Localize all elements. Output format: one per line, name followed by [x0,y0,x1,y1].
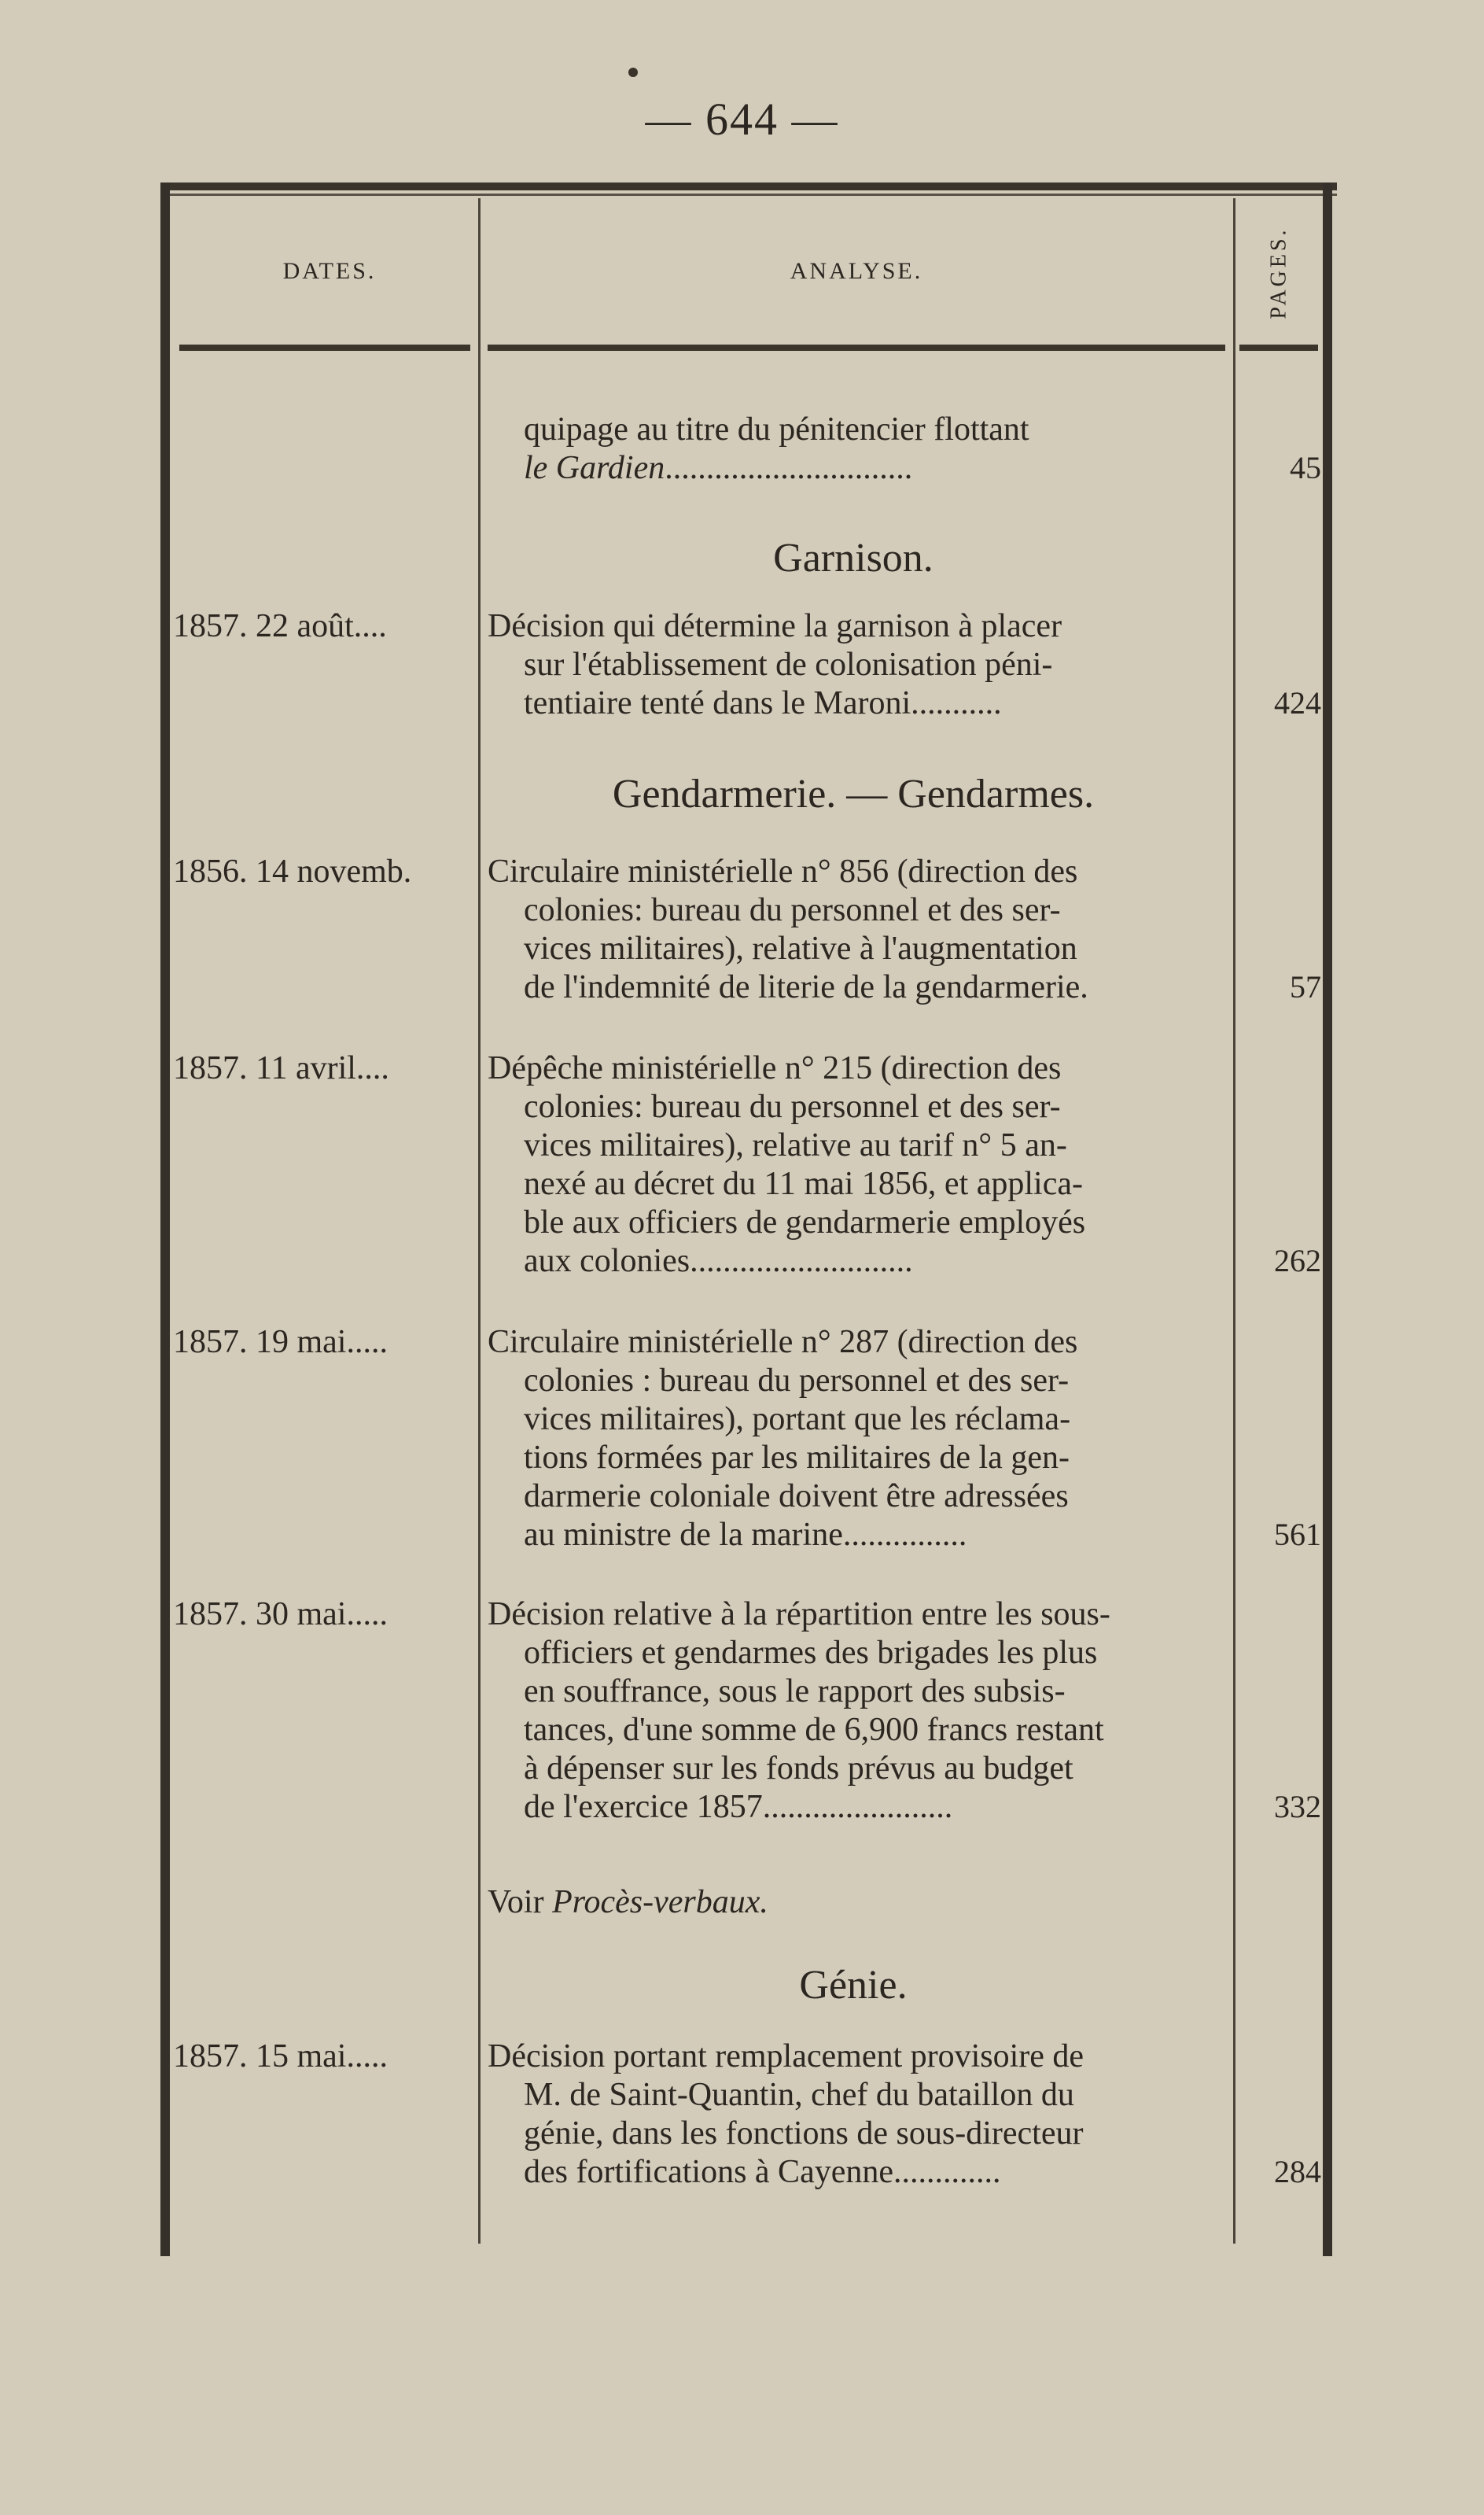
table-top-border [160,183,1337,190]
page-number: — 644 — [645,94,839,145]
entry-italic-ref: le Gardien [524,450,665,486]
page-ref: 424 [1274,685,1321,721]
entry-text [488,853,1219,1007]
page-ref: 284 [1274,2154,1321,2189]
header-rule-dates [179,345,470,351]
entry-line: colonies: bureau du personnel et des ser- [524,892,1061,928]
table-right-border [1323,183,1332,2256]
entry-text [488,1323,1219,1554]
entry-text [488,411,1219,488]
entry-line: en souffrance, sous le rapport des subsis- [524,1673,1066,1709]
header-analyse: ANALYSE. [790,258,923,284]
page-ref: 332 [1274,1789,1321,1824]
page-ref: 262 [1274,1243,1321,1278]
entry-date: 1857. 15 mai..... [173,2038,388,2074]
entry-line: Circulaire ministérielle n° 287 (direction des [488,1324,1078,1360]
entry-line: officiers et gendarmes des brigades les plus [524,1635,1098,1671]
table-left-border [160,183,170,2256]
entry-line: Circulaire ministérielle n° 856 (direction des [488,854,1078,890]
entry-line: colonies: bureau du personnel et des ser- [524,1089,1061,1125]
section-heading-garnison: Garnison. [773,536,933,581]
entry-line: Dépêche ministérielle n° 215 (direction des [488,1050,1062,1086]
entry-date: 1857. 19 mai..... [173,1324,388,1360]
entry-line: nexé au décret du 11 mai 1856, et applica- [524,1166,1083,1202]
section-heading-gendarmerie: Gendarmerie. — Gendarmes. [612,772,1095,817]
entry-line: tances, d'une somme de 6,900 francs restant [524,1712,1104,1748]
entry-line: Décision relative à la répartition entre les sous- [488,1596,1110,1632]
entry-text [488,1595,1219,1827]
entry-date: 1856. 14 novemb. [173,854,412,890]
entry-date: 1857. 30 mai..... [173,1596,388,1632]
index-table [160,183,1337,2256]
header-rule-analyse [488,345,1225,351]
see-also-note [488,1883,1219,1921]
entry-line [488,449,1219,488]
entry-line: Décision qui détermine la garnison à placer [488,608,1062,644]
entry-line: à dépenser sur les fonds prévus au budget [524,1750,1073,1787]
entry-line: de l'indemnité de literie de la gendarmerie. [524,969,1088,1005]
entry-line: tentiaire tenté dans le Maroni........... [524,685,1002,721]
table-top-rule [160,194,1337,196]
entry-line: de l'exercice 1857....................... [524,1789,953,1825]
ink-dot [628,68,638,77]
dot-leader: .............................. [665,450,913,486]
entry-date: 1857. 22 août.... [173,608,387,644]
page-ref: 57 [1290,969,1321,1005]
entry-line: génie, dans les fonctions de sous-directeur [524,2115,1084,2152]
header-rule-pages [1239,345,1318,351]
entry-line: vices militaires), relative au tarif n° 5 an- [524,1127,1067,1163]
entry-line: Décision portant remplacement provisoire de [488,2038,1084,2074]
entry-text [488,1049,1219,1281]
entry-date: 1857. 11 avril.... [173,1050,389,1086]
entry-line: quipage au titre du pénitencier flottant [524,411,1029,448]
entry-line: colonies : bureau du personnel et des ser- [524,1363,1070,1399]
see-also-ref: Procès-verbaux. [552,1884,768,1920]
see-also-prefix: Voir [488,1884,544,1920]
entry-text [488,2037,1219,2192]
entry-line: tions formées par les militaires de la gen- [524,1440,1070,1476]
column-separator-dates [478,198,481,2244]
entry-line: darmerie coloniale doivent être adressées [524,1478,1069,1514]
entry-line: vices militaires), portant que les réclama- [524,1401,1071,1437]
header-dates: DATES. [282,258,377,284]
entry-line: des fortifications à Cayenne............. [524,2154,1001,2190]
entry-line: sur l'établissement de colonisation péni- [524,647,1053,683]
header-pages [1236,206,1323,340]
column-separator-pages [1233,198,1235,2244]
entry-line: au ministre de la marine............... [524,1517,967,1553]
entry-line: aux colonies........................... [524,1243,913,1279]
section-heading-genie: Génie. [799,1963,908,2008]
entry-line: ble aux officiers de gendarmerie employés [524,1204,1086,1241]
entry-text [488,607,1219,723]
page-ref: 561 [1274,1517,1321,1552]
entry-line: vices militaires), relative à l'augmentation [524,931,1077,967]
entry-line: M. de Saint-Quantin, chef du bataillon du [524,2077,1074,2113]
page-ref: 45 [1290,450,1321,485]
header-pages-label: PAGES. [1267,227,1291,319]
